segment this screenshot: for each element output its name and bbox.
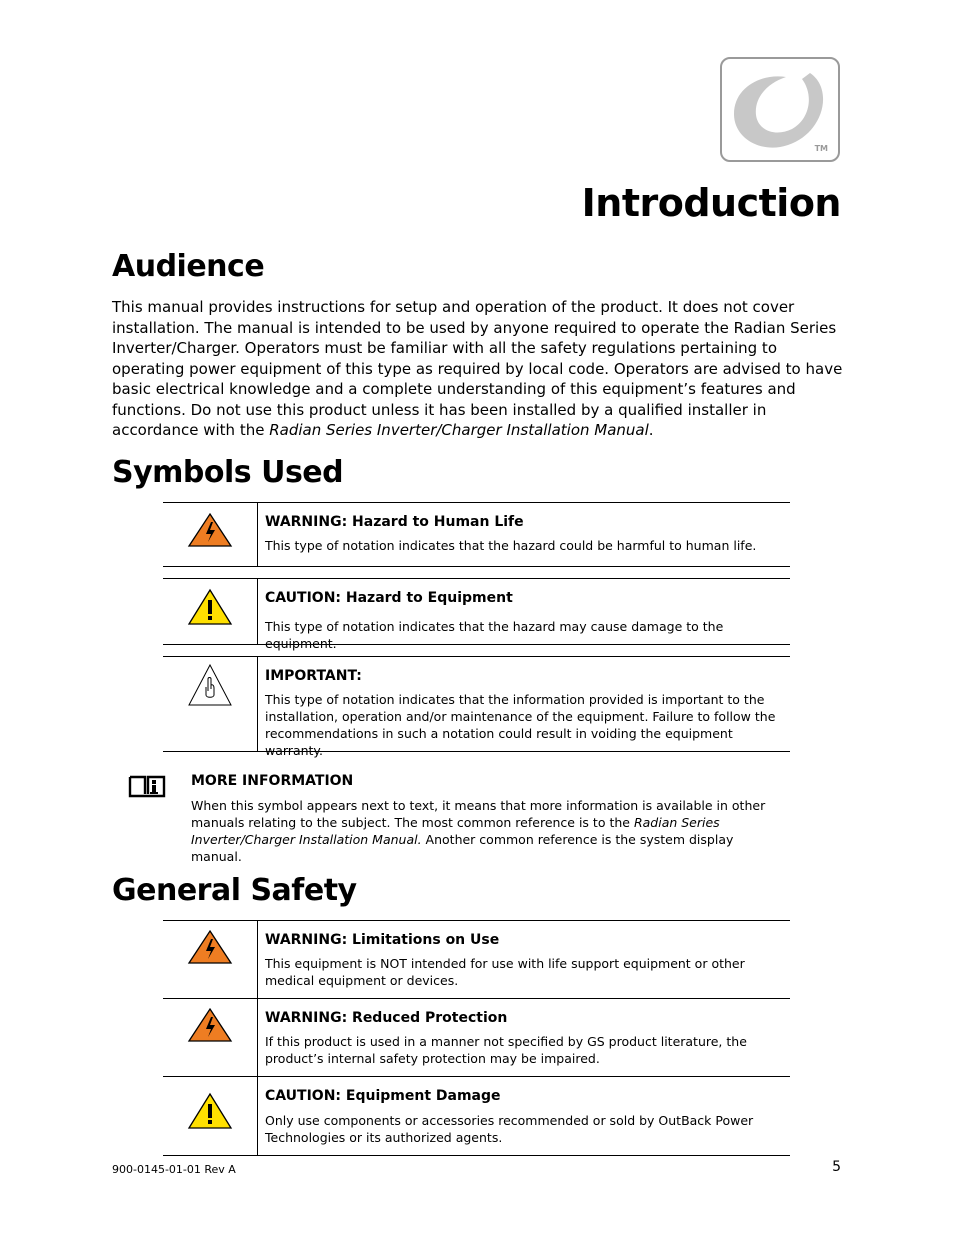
document-number: 900-0145-01-01 Rev A: [112, 1163, 236, 1176]
safety-reduced-protection-box: [163, 998, 790, 1077]
safety-equipment-damage-box: [163, 1076, 790, 1156]
caution-icon: [187, 588, 233, 626]
safety-equipment-damage-title: CAUTION: Equipment Damage: [265, 1088, 501, 1104]
symbol-important-title: IMPORTANT:: [265, 668, 362, 684]
audience-heading: Audience: [112, 249, 265, 284]
page-title: Introduction: [581, 181, 841, 225]
symbol-caution-text: This type of notation indicates that the hazard may cause damage to the equipment.: [265, 619, 724, 651]
symbol-warning-text: This type of notation indicates that the hazard could be harmful to human life.: [265, 538, 757, 553]
safety-limitations-text: This equipment is NOT intended for use with life support equipment or other medical equipment or devices.: [265, 956, 745, 988]
more-information-title: MORE INFORMATION: [191, 773, 354, 789]
book-info-icon: [128, 774, 166, 798]
safety-reduced-protection-title: WARNING: Reduced Protection: [265, 1010, 508, 1026]
symbol-important-text: This type of notation indicates that the information provided is important to the installation, operation and/or maintenance of the equipment. Failure to follow the recommendations in such a notation could result in voiding the equipment warranty.: [265, 692, 776, 758]
electrical-hazard-icon: [187, 929, 233, 965]
caution-icon: [187, 1092, 233, 1130]
safety-reduced-protection-text: If this product is used in a manner not specified by GS product literature, the product’s internal safety protection may be impaired.: [265, 1034, 747, 1066]
symbol-warning-title: WARNING: Hazard to Human Life: [265, 514, 524, 530]
trademark-mark: TM: [814, 144, 828, 153]
important-hand-icon: [187, 663, 233, 707]
more-information-text: When this symbol appears next to text, it means that more information is available in other manuals relating to the subject. The most common reference is to the Radian Series Inverter/Charger Installation Manual. Another common reference is the system display manual.: [191, 798, 766, 864]
symbols-heading: Symbols Used: [112, 455, 344, 490]
electrical-hazard-icon: [187, 1007, 233, 1043]
electrical-hazard-icon: [187, 512, 233, 548]
symbol-caution-box: [163, 578, 790, 651]
audience-paragraph: This manual provides instructions for setup and operation of the product. It does not cover installation. The manual is intended to be used by anyone required to operate the Radian Series Inverter/Charger. Operators must be familiar with all the safety regulations pertaining to operating power equipment of this type as required by local code. Operators are advised to have basic electrical knowledge and a complete understanding of this equipment’s features and functions. Do not use this product unless it has been installed by a qualified installer in accordance with the Radian Series Inverter/Charger Installation Manual.: [112, 298, 843, 439]
symbol-caution-title: CAUTION: Hazard to Equipment: [265, 590, 513, 606]
safety-limitations-box: [163, 920, 790, 999]
safety-equipment-damage-text: Only use components or accessories recommended or sold by OutBack Power Technologies or its authorized agents.: [265, 1113, 754, 1145]
safety-limitations-title: WARNING: Limitations on Use: [265, 932, 500, 948]
symbol-important-box: [163, 656, 790, 758]
page-number: 5: [832, 1159, 841, 1175]
symbol-warning-box: [163, 502, 790, 567]
general-safety-heading: General Safety: [112, 873, 357, 908]
manual-reference: Radian Series Inverter/Charger Installation Manual: [269, 421, 649, 439]
company-logo: [720, 57, 840, 162]
